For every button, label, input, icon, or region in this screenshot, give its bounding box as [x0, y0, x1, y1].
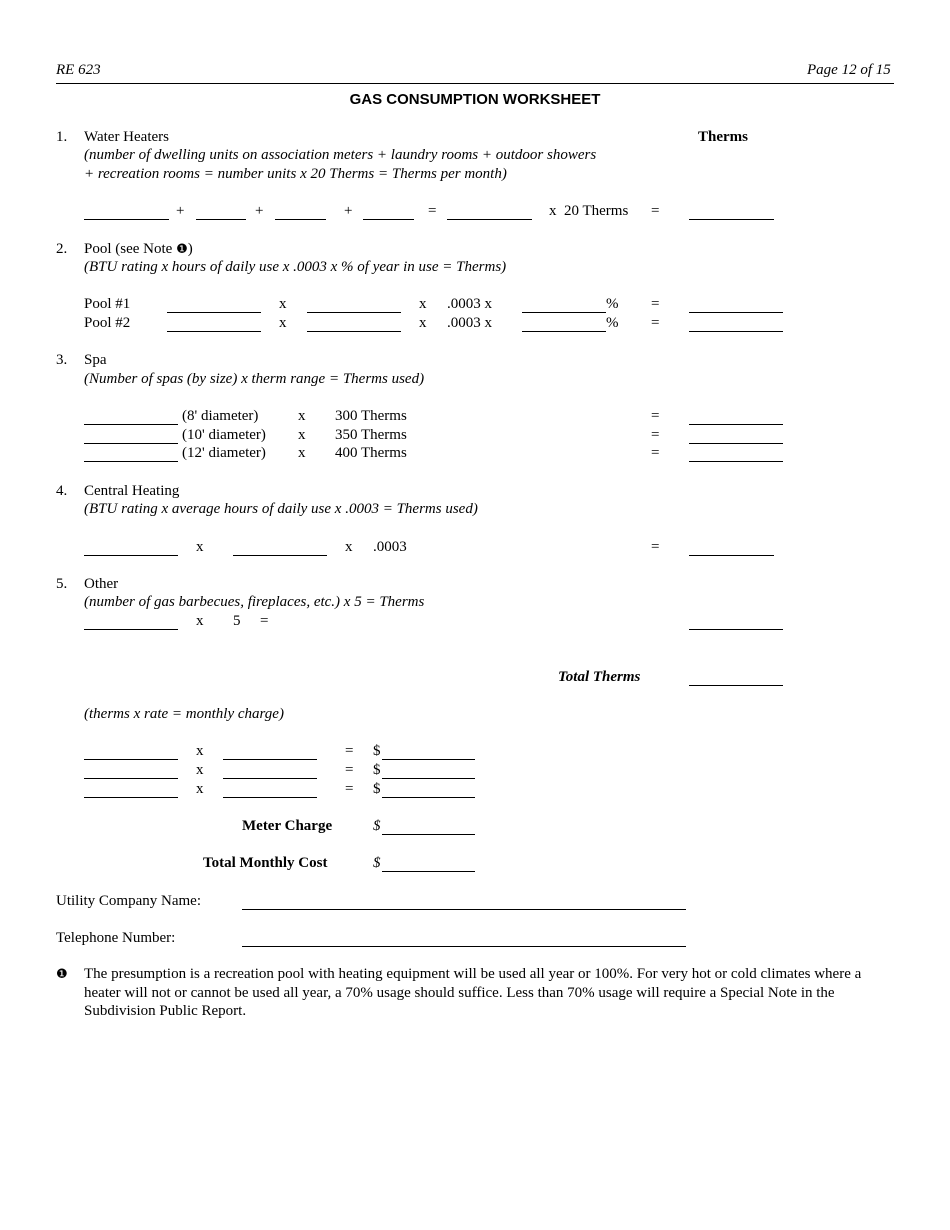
spa-8ft-count-blank[interactable] — [84, 424, 178, 425]
pool-1-btu-blank[interactable] — [167, 312, 261, 313]
pool-1-percent-blank[interactable] — [522, 312, 606, 313]
times-operator: x — [279, 296, 287, 312]
dollar-sign: $ — [373, 781, 381, 797]
section-title-spa: Spa — [84, 352, 107, 368]
spa-12ft-therms-blank[interactable] — [689, 461, 783, 462]
central-heating-therms-blank[interactable] — [689, 555, 774, 556]
charge-therms-blank[interactable] — [84, 797, 178, 798]
times-operator: x — [196, 539, 204, 555]
times-operator: x — [196, 781, 204, 797]
factor-0003-x: .0003 x — [447, 296, 492, 312]
charge-amount-blank[interactable] — [382, 797, 475, 798]
plus-operator: + — [176, 203, 185, 219]
equals-operator: = — [651, 296, 660, 312]
times-operator: x — [196, 743, 204, 759]
equals-operator: = — [651, 203, 660, 219]
pool-1-hours-blank[interactable] — [307, 312, 401, 313]
equals-operator: = — [651, 315, 660, 331]
charge-rate-blank[interactable] — [223, 759, 317, 760]
equals-operator: = — [651, 539, 660, 555]
times-operator: x — [345, 539, 353, 555]
central-heating-hours-blank[interactable] — [233, 555, 327, 556]
equals-operator: = — [651, 445, 660, 461]
section-number-5: 5. — [56, 576, 68, 592]
dollar-sign: $ — [373, 762, 381, 778]
pool-2-hours-blank[interactable] — [307, 331, 401, 332]
spa-size-8ft: (8' diameter) — [182, 408, 259, 424]
spa-therms-400: 400 Therms — [335, 445, 407, 461]
footnote-text: The presumption is a recreation pool with heating equipment will be used all year or 100%. For very hot or cold climates where a heater will not or cannot be used all year, a 70% usage should suffice. Less than 70% usage will require a Special Note in the Subdivision Public Report. — [84, 966, 862, 1019]
dollar-sign: $ — [373, 855, 381, 871]
percent-sign: % — [606, 296, 619, 312]
total-therms-label: Total Therms — [558, 669, 641, 685]
utility-company-blank[interactable] — [242, 909, 686, 910]
section-title-other: Other — [84, 576, 119, 592]
pool-description: (BTU rating x hours of daily use x .0003 x % of year in use = Therms) — [84, 259, 507, 275]
times-operator: x — [196, 762, 204, 778]
spa-12ft-count-blank[interactable] — [84, 461, 178, 462]
equals-operator: = — [345, 743, 354, 759]
central-heating-btu-blank[interactable] — [84, 555, 178, 556]
equals-operator: = — [260, 613, 269, 629]
central-heating-description: (BTU rating x average hours of daily use x .0003 = Therms used) — [84, 501, 478, 517]
dollar-sign: $ — [373, 818, 381, 834]
number-units-blank[interactable] — [447, 219, 532, 220]
spa-therms-350: 350 Therms — [335, 427, 407, 443]
charge-rate-blank[interactable] — [223, 797, 317, 798]
pool-2-therms-blank[interactable] — [689, 331, 783, 332]
spa-10ft-therms-blank[interactable] — [689, 443, 783, 444]
equals-operator: = — [428, 203, 437, 219]
times-operator: x — [419, 296, 427, 312]
spa-therms-300: 300 Therms — [335, 408, 407, 424]
pool-row-label-1: Pool #1 — [84, 296, 131, 312]
page-title: GAS CONSUMPTION WORKSHEET — [349, 91, 601, 108]
factor-0003: .0003 — [373, 539, 407, 555]
total-monthly-cost-blank[interactable] — [382, 871, 475, 872]
rate-description: (therms x rate = monthly charge) — [84, 706, 284, 722]
section-title-pool: Pool (see Note ❶) — [84, 241, 193, 257]
times-operator: x — [279, 315, 287, 331]
water-heaters-description-1: (number of dwelling units on association meters + laundry rooms + outdoor showers — [84, 147, 597, 163]
telephone-blank[interactable] — [242, 946, 686, 947]
section-number-4: 4. — [56, 483, 68, 499]
pool-1-therms-blank[interactable] — [689, 312, 783, 313]
times-operator: x — [419, 315, 427, 331]
times-operator: x — [196, 613, 204, 629]
times-operator: x — [298, 445, 306, 461]
meter-charge-label: Meter Charge — [242, 818, 333, 834]
charge-amount-blank[interactable] — [382, 759, 475, 760]
telephone-label: Telephone Number: — [56, 930, 176, 946]
note-1-icon: ❶ — [176, 242, 188, 257]
therms-column-header: Therms — [698, 129, 748, 145]
section-number-3: 3. — [56, 352, 68, 368]
spa-10ft-count-blank[interactable] — [84, 443, 178, 444]
section-title-central-heating: Central Heating — [84, 483, 180, 499]
section-number-1: 1. — [56, 129, 68, 145]
plus-operator: + — [344, 203, 353, 219]
times-operator: x — [298, 408, 306, 424]
spa-size-12ft: (12' diameter) — [182, 445, 266, 461]
pool-row-label-2: Pool #2 — [84, 315, 131, 331]
factor-0003-x: .0003 x — [447, 315, 492, 331]
section-number-2: 2. — [56, 241, 68, 257]
header-divider — [56, 83, 894, 84]
factor-5: 5 — [233, 613, 241, 629]
percent-sign: % — [606, 315, 619, 331]
meter-charge-blank[interactable] — [382, 834, 475, 835]
charge-amount-blank[interactable] — [382, 778, 475, 779]
spa-size-10ft: (10' diameter) — [182, 427, 266, 443]
pool-2-btu-blank[interactable] — [167, 331, 261, 332]
laundry-rooms-blank[interactable] — [196, 219, 246, 220]
times-operator: x — [298, 427, 306, 443]
note-1-icon: ❶ — [56, 967, 68, 982]
equals-operator: = — [345, 781, 354, 797]
pool-2-percent-blank[interactable] — [522, 331, 606, 332]
plus-operator: + — [255, 203, 264, 219]
total-monthly-cost-label: Total Monthly Cost — [203, 855, 328, 871]
total-therms-blank[interactable] — [689, 685, 783, 686]
section-title-water-heaters: Water Heaters — [84, 129, 169, 145]
charge-therms-blank[interactable] — [84, 778, 178, 779]
equals-operator: = — [651, 427, 660, 443]
times-20-therms: x 20 Therms — [549, 203, 629, 219]
dwelling-units-blank[interactable] — [84, 219, 169, 220]
spa-description: (Number of spas (by size) x therm range = Therms used) — [84, 371, 425, 387]
equals-operator: = — [651, 408, 660, 424]
water-heaters-therms-blank[interactable] — [689, 219, 774, 220]
dollar-sign: $ — [373, 743, 381, 759]
other-count-blank[interactable] — [84, 629, 178, 630]
charge-therms-blank[interactable] — [84, 759, 178, 760]
water-heaters-description-2: + recreation rooms = number units x 20 Therms = Therms per month) — [84, 166, 507, 182]
utility-company-label: Utility Company Name: — [56, 893, 201, 909]
recreation-rooms-blank[interactable] — [363, 219, 414, 220]
spa-8ft-therms-blank[interactable] — [689, 424, 783, 425]
other-therms-blank[interactable] — [689, 629, 783, 630]
other-description: (number of gas barbecues, fireplaces, etc.) x 5 = Therms — [84, 594, 425, 610]
charge-rate-blank[interactable] — [223, 778, 317, 779]
form-id: RE 623 — [56, 62, 101, 78]
outdoor-showers-blank[interactable] — [275, 219, 326, 220]
page-number: Page 12 of 15 — [807, 62, 891, 78]
equals-operator: = — [345, 762, 354, 778]
